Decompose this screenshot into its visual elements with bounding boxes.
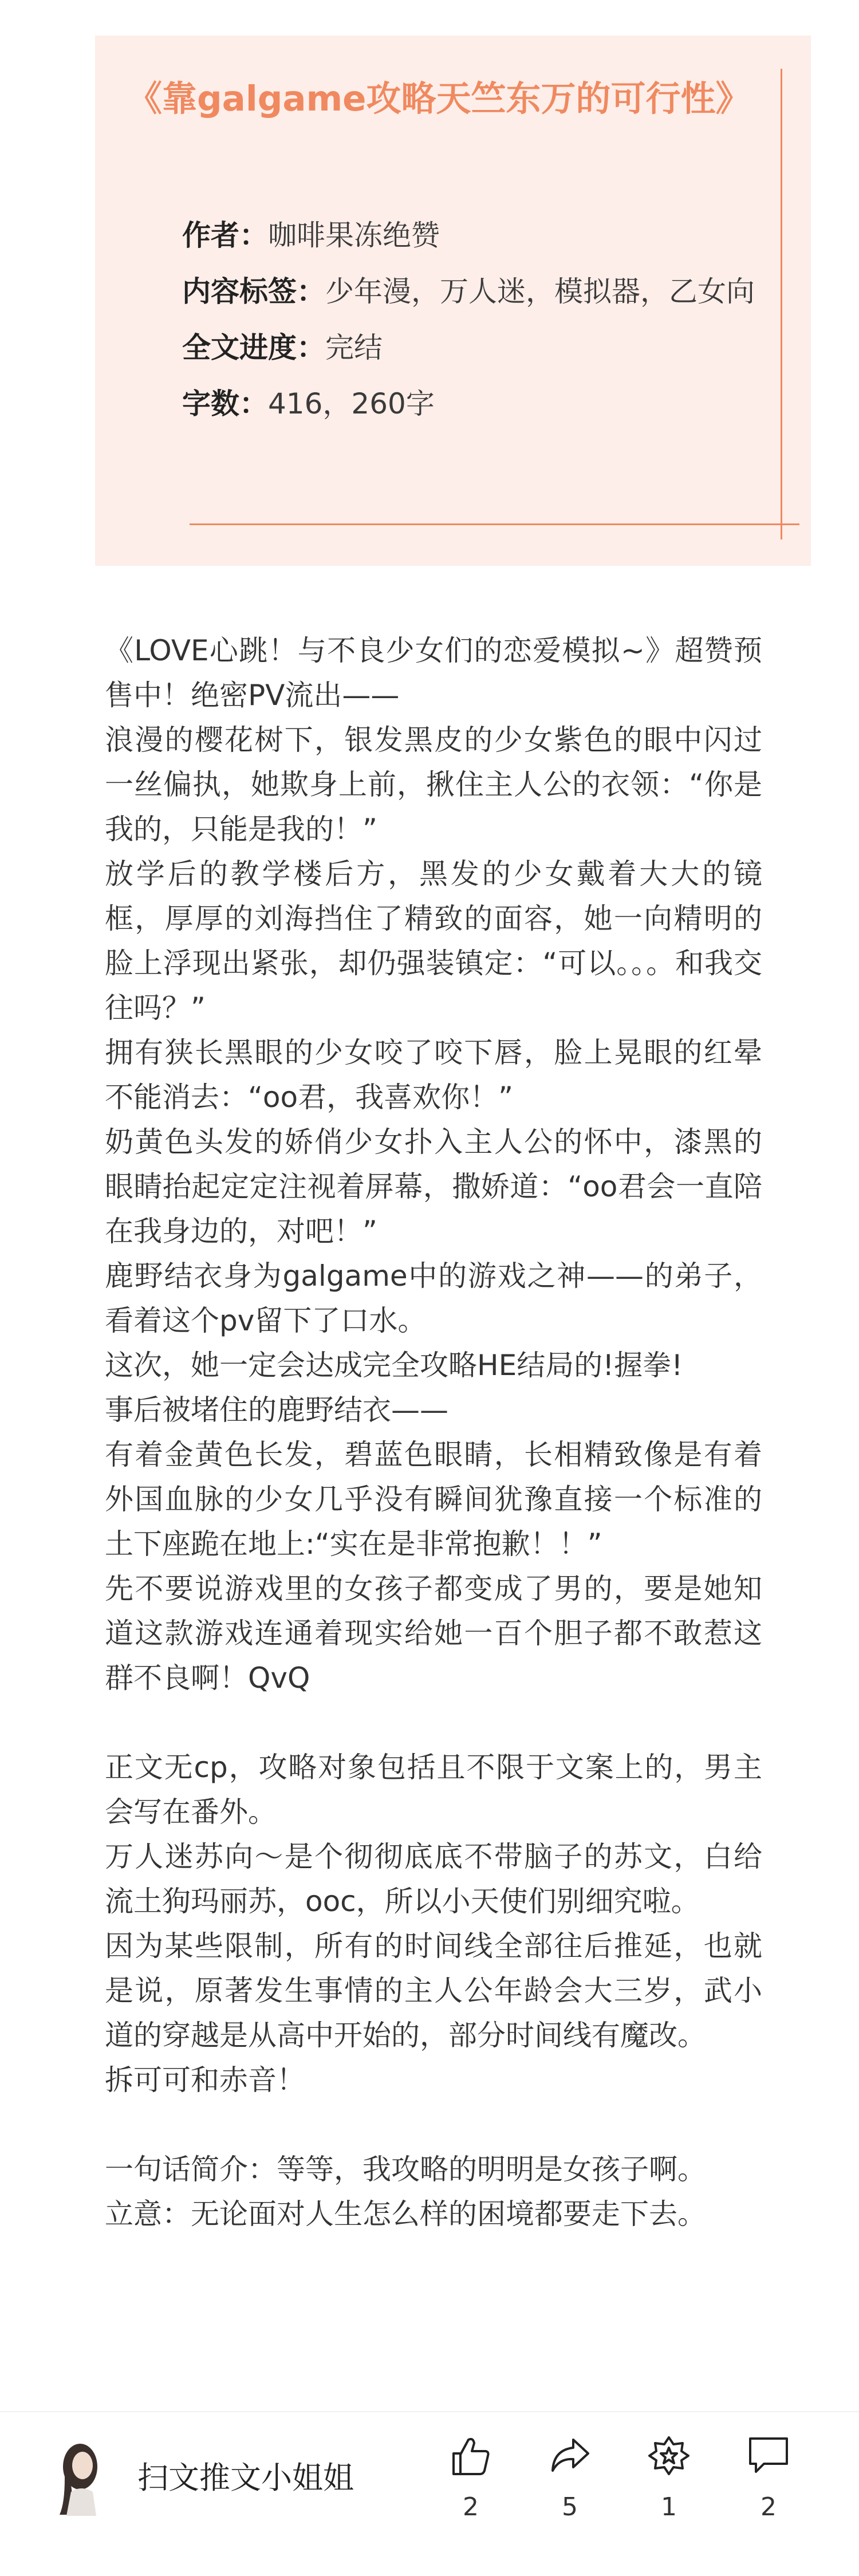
- content-paragraph: 有着金黄色长发，碧蓝色眼睛，长相精致像是有着外国血脉的少女几乎没有瞬间犹豫直接一个标准的土下座跪在地上:“实在是非常抱歉！！”: [105, 1438, 762, 1561]
- tags-value: 少年漫，万人迷，模拟器，乙女向: [325, 275, 755, 308]
- card-decor-horizontal-line: [190, 523, 799, 525]
- content-paragraph: 拥有狭长黑眼的少女咬了咬下唇，脸上晃眼的红晕不能消去：“oo君，我喜欢你！”: [105, 1036, 762, 1114]
- word-count-value: 416，260字: [268, 387, 435, 420]
- word-count-label: 字数：: [182, 387, 268, 420]
- comment-count: 2: [761, 2492, 777, 2522]
- content-paragraph: 拆可可和赤音！: [105, 2063, 305, 2097]
- content-paragraph: 正文无cp，攻略对象包括且不限于文案上的，男主会写在番外。: [105, 1751, 762, 1829]
- progress-value: 完结: [325, 331, 383, 364]
- like-button[interactable]: [436, 2434, 505, 2524]
- favorite-button[interactable]: [635, 2434, 703, 2524]
- footer-divider: [0, 2411, 859, 2412]
- book-info-card: [95, 36, 811, 566]
- content-paragraph: 事后被堵住的鹿野结衣——: [105, 1393, 448, 1427]
- favorite-count: 1: [661, 2492, 677, 2522]
- tags-label: 内容标签：: [182, 275, 325, 308]
- comment-icon: [747, 2434, 790, 2477]
- content-paragraph: 浪漫的樱花树下，银发黑皮的少女紫色的眼中闪过一丝偏执，她欺身上前，揪住主人公的衣领：“你是我的，只能是我的！”: [105, 723, 762, 846]
- like-count: 2: [463, 2492, 479, 2522]
- favorite-icon: [647, 2434, 691, 2477]
- content-paragraph: 立意：无论面对人生怎么样的困境都要走下去。: [105, 2197, 706, 2231]
- book-title: 《靠galgame攻略天竺东万的可行性》: [127, 78, 751, 119]
- content-paragraph: 这次，她一定会达成完全攻略HE结局的!握拳!: [105, 1349, 683, 1382]
- username[interactable]: 扫文推文小姐姐: [137, 2460, 354, 2496]
- content-paragraph: 奶黄色头发的娇俏少女扑入主人公的怀中，漆黑的眼睛抬起定定注视着屏幕，撒娇道：“oo君会一直陪在我身边的，对吧！”: [105, 1125, 762, 1248]
- thumb-up-icon: [449, 2434, 492, 2477]
- share-icon: [548, 2434, 592, 2477]
- author-row: [182, 207, 778, 263]
- content-paragraph: 《LOVE心跳！与不良少女们的恋爱模拟~》超赞预售中！绝密PV流出——: [105, 634, 762, 712]
- content-paragraph: 鹿野结衣身为galgame中的游戏之神——的弟子，看着这个pv留下了口水。: [105, 1259, 762, 1337]
- book-meta: [182, 207, 778, 432]
- content-paragraph: 万人迷苏向～是个彻彻底底不带脑子的苏文，白给流土狗玛丽苏，ooc，所以小天使们别细究啦。: [105, 1840, 762, 1918]
- progress-row: [182, 320, 778, 376]
- share-count: 5: [562, 2492, 578, 2522]
- share-button[interactable]: [535, 2434, 604, 2524]
- word-count-row: [182, 376, 778, 432]
- avatar[interactable]: [47, 2437, 111, 2516]
- content-paragraph: 因为某些限制，所有的时间线全部往后推延，也就是说，原著发生事情的主人公年龄会大三岁，武小道的穿越是从高中开始的，部分时间线有魔改。: [105, 1929, 762, 2052]
- progress-label: 全文进度：: [182, 331, 325, 364]
- tags-row: [182, 263, 778, 320]
- card-decor-vertical-line: [781, 69, 782, 539]
- content-paragraph: 一句话简介：等等，我攻略的明明是女孩子啊。: [105, 2153, 706, 2186]
- author-value: 咖啡果冻绝赞: [268, 219, 440, 252]
- post-content: [105, 628, 762, 2236]
- author-label: 作者：: [182, 219, 268, 252]
- content-paragraph: 先不要说游戏里的女孩子都变成了男的，要是她知道这款游戏连通着现实给她一百个胆子都不敢惹这群不良啊！QvQ: [105, 1572, 762, 1695]
- comment-button[interactable]: [734, 2434, 803, 2524]
- content-paragraph: 放学后的教学楼后方，黑发的少女戴着大大的镜框，厚厚的刘海挡住了精致的面容，她一向精明的脸上浮现出紧张，却仍强装镇定：“可以。。。和我交往吗？”: [105, 857, 762, 1025]
